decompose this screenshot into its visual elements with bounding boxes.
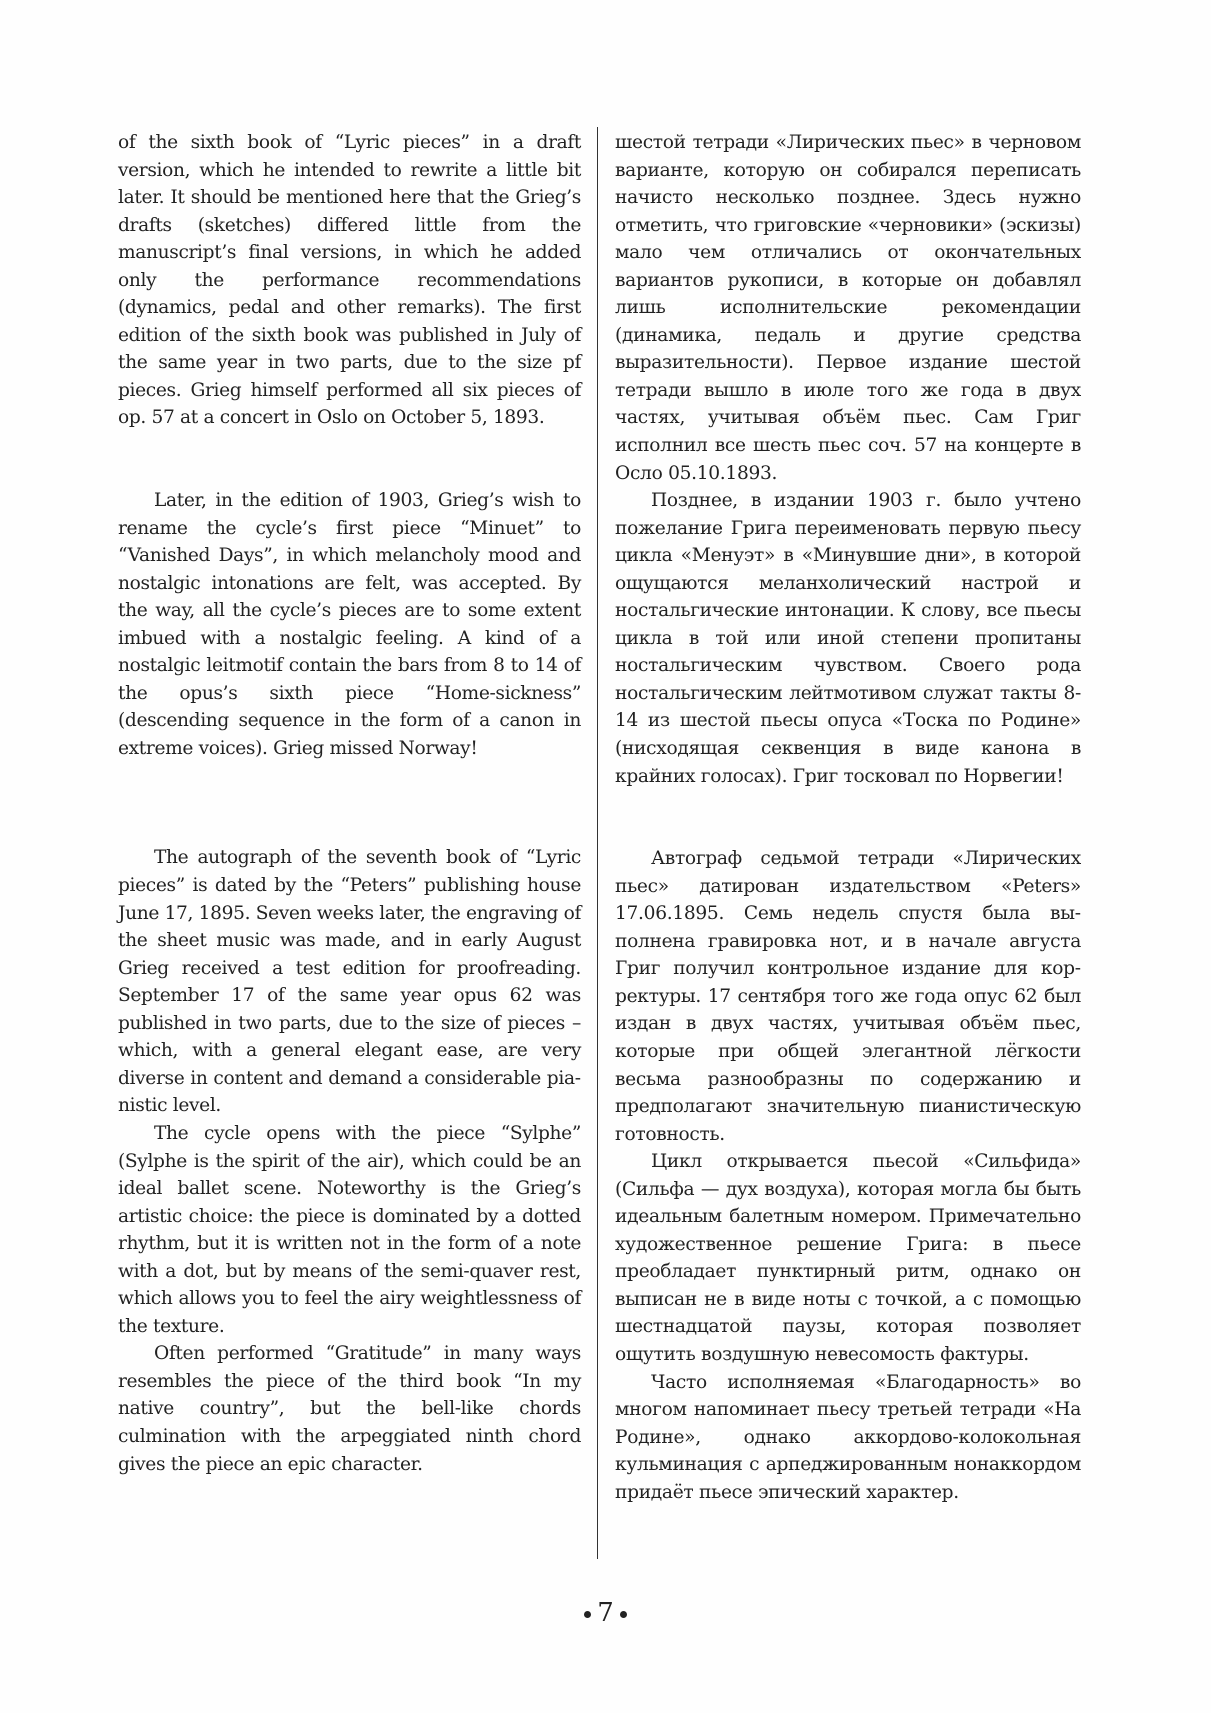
paragraph-spacer xyxy=(615,790,1081,845)
paragraph-en-1: of the sixth book of “Lyric pieces” in a draft version, which he intended to rewrite a little bit later. It should be mentioned here that the Grieg’s drafts (sketches) differed little from the manuscript’s final versions, in which he added only the performance recommendations (dynamics, pedal and other remarks). The first edition of the sixth book was published in July of the same year in two parts, due to the size pf pieces. Grieg himself performed all six pieces of op. 57 at a concert in Oslo on October 5, 1893. xyxy=(118,132,581,429)
paragraph-ru-4: Цикл открывается пьесой «Сильфида» (Сильфа — дух воздуха), которая могла бы быть идеальным балетным номером. Примечательно художественное решение Грига: в пьесе преобладает пунктирный ритм, однако он выписан не в виде ноты с точкой, а с помощью шестнадцатой паузы, которая позволяет ощутить воздушную невесомость фактуры. xyxy=(615,1151,1081,1365)
english-column xyxy=(118,129,581,1478)
page-number xyxy=(0,1598,1211,1628)
paragraph-en-2: Later, in the edition of 1903, Grieg’s wish to rename the cycle’s first piece “Minuet” to “Vanished Days”, in which melancholy mood and nostalgic intonations are felt, was accepted. By the way, all the cycle’s pieces are to some extent imbued with a nostalgic feeling. A kind of a nostalgic leitmotif contain the bars from 8 to 14 of the opus’s sixth piece “Home-sickness” (descending sequence in the form of a canon in extreme voices). Grieg missed Norway! xyxy=(118,490,581,759)
paragraph-spacer xyxy=(118,762,581,844)
paragraph-spacer xyxy=(118,432,581,487)
paragraph-en-3: The autograph of the seventh book of “Lyric pieces” is dated by the “Peters” publishing house June 17, 1895. Seven weeks later, the engraving of the sheet music was made, and in early August Grieg received a test edition for proofreading. September 17 of the same year opus 62 was published in two parts, due to the size of pieces – which, with a general elegant ease, are very diverse in content and demand a considerable pianistic level. xyxy=(118,847,581,1117)
bullet-icon xyxy=(584,1611,591,1618)
paragraph-ru-1: шестой тетради «Лирических пьес» в черновом варианте, которую он собирался переписать начисто несколько позднее. Здесь нужно отметить, что григовские «черновики» (эскизы) мало чем отличались от окончательных вариантов рукописи, в которые он добавлял лишь исполнительские рекомендации (динамика, педаль и другие средства выразительности). Первое издание шестой тетради вышло в июле того же года в двух частях, учитывая объём пьес. Сам Григ исполнил все шесть пьес соч. 57 на концерте в Осло 05.10.1893. xyxy=(615,132,1081,484)
paragraph-ru-2: Позднее, в издании 1903 г. было учтено пожелание Грига переименовать первую пьесу цикла «Менуэт» в «Минувшие дни», в которой ощущаются меланхолический настрой и ностальгические интонации. К слову, все пьесы цикла в той или иной степени пропитаны ностальгическим чувством. Своего рода ностальгическим лейтмотивом служат такты 8-14 из шестой пьесы опуса «Тоска по Родине» (нисходящая секвенция в виде канона в крайних голосах). Григ тосковал по Норвегии! xyxy=(615,490,1081,787)
paragraph-ru-5: Часто исполняемая «Благодарность» во многом напоминает пьесу третьей тетради «На Родине», однако аккордово-колокольная кульминация с арпеджированным нонаккордом придаёт пьесе эпический характер. xyxy=(615,1371,1081,1503)
paragraph-ru-3: Автограф седьмой тетради «Лирических пьес» датирован издательством «Peters» 17.06.1895. Семь недель спустя была выполнена гравировка нот, и в начале августа Григ получил контрольное издание для корректуры. 17 сентября того же года опус 62 был издан в двух частях, учитывая объём пьес, которые при общей элегантной лёгкости весьма разнообразны по содержанию и предполагают значительную пианистическую готовность. xyxy=(615,848,1081,1145)
russian-column xyxy=(615,129,1081,1506)
column-divider xyxy=(597,127,598,1559)
paragraph-en-4: The cycle opens with the piece “Sylphe” (Sylphe is the spirit of the air), which could be an ideal ballet scene. Noteworthy is the Grieg’s artistic choice: the piece is dominated by a dotted rhythm, but it is written not in the form of a note with a dot, but by means of the semi-quaver rest, which allows you to feel the airy weightlessness of the texture. xyxy=(118,1122,581,1337)
page-number-text: 7 xyxy=(597,1598,614,1628)
bullet-icon xyxy=(620,1611,627,1618)
paragraph-en-5: Often performed “Gratitude” in many ways resembles the piece of the third book “In my native country”, but the bell-like chords culmination with the arpeggiated ninth chord gives the piece an epic character. xyxy=(118,1343,581,1475)
